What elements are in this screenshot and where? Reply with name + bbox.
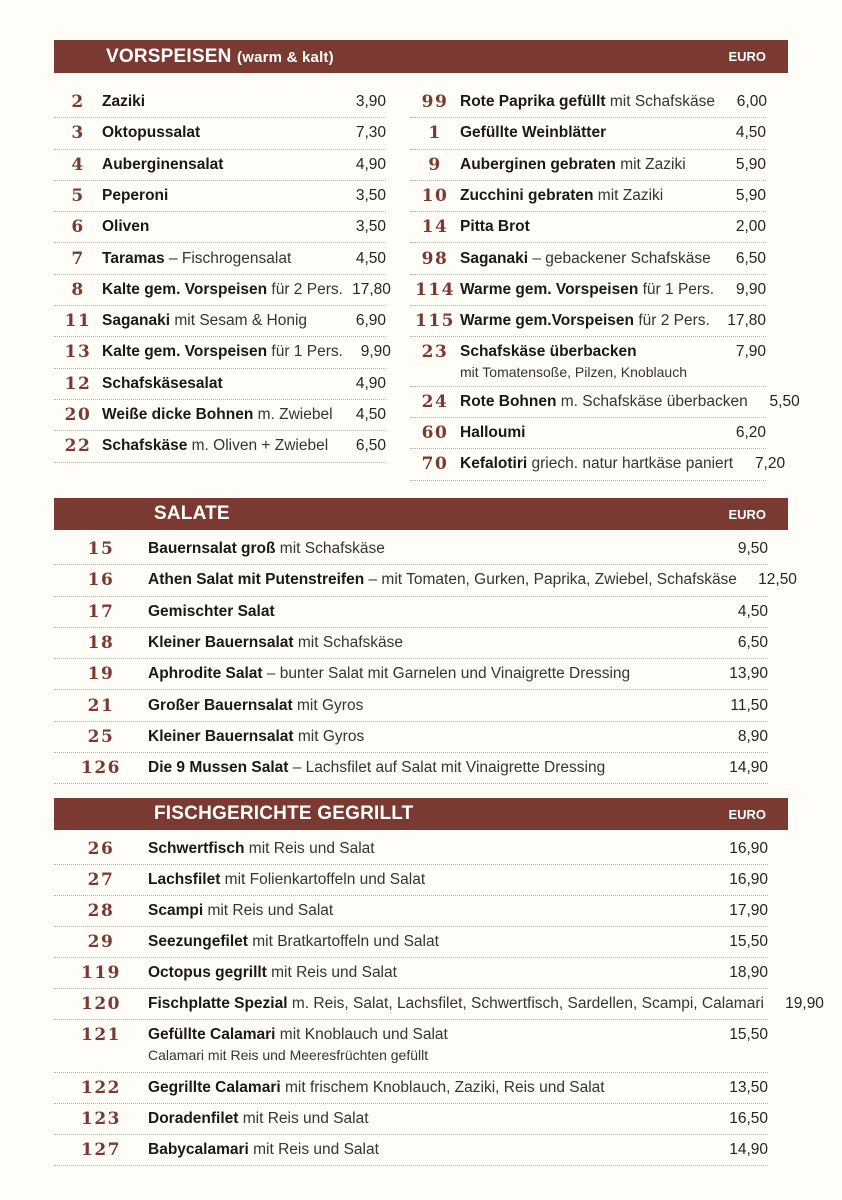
- item-number: 27: [87, 870, 115, 890]
- item-price: 6,90: [355, 312, 386, 330]
- item-description: mit Reis und Salat: [248, 1141, 379, 1158]
- item-text: [102, 122, 338, 144]
- menu-item: [410, 212, 766, 243]
- item-number: 60: [421, 423, 449, 443]
- item-price: 7,30: [355, 124, 386, 142]
- item-name: Kleiner Bauernsalat: [148, 727, 294, 745]
- item-text: [460, 422, 714, 444]
- menu-item: [410, 449, 786, 480]
- item-name: Taramas: [102, 249, 165, 267]
- item-description: mit Reis und Salat: [203, 902, 334, 919]
- item-name: Saganaki: [460, 249, 529, 267]
- item-number: 121: [81, 1025, 121, 1045]
- item-text: [148, 569, 737, 591]
- item-number: 70: [421, 454, 449, 475]
- item-price: 3,50: [355, 186, 386, 204]
- item-description: m. Zwiebel: [253, 406, 333, 423]
- item-number: 114: [415, 279, 455, 300]
- item-name: Weiße dicke Bohnen: [102, 406, 254, 423]
- item-price: 9,50: [737, 540, 768, 557]
- section-title-text: SALATE: [154, 503, 230, 524]
- item-description: – gebackener Schafskäse: [528, 249, 711, 267]
- item-name: Aphrodite Salat: [148, 665, 263, 683]
- item-price: 9,90: [360, 343, 391, 361]
- section-title: [106, 46, 334, 68]
- menu-item: [410, 118, 766, 149]
- menu-item: [54, 753, 768, 784]
- item-number: 28: [87, 901, 115, 921]
- item-price: 15,50: [729, 933, 768, 950]
- item-text: [460, 310, 714, 332]
- item-name: Gefüllte Calamari: [148, 1026, 276, 1043]
- item-description: mit Reis und Salat: [238, 1110, 369, 1127]
- item-price: 16,90: [729, 840, 768, 857]
- item-number: 122: [81, 1078, 121, 1098]
- item-text: [148, 601, 708, 623]
- item-price: 17,80: [727, 312, 766, 330]
- item-price: 5,90: [735, 186, 766, 204]
- item-price: 3,50: [355, 218, 386, 236]
- item-price: 2,00: [735, 218, 766, 236]
- item-price: 14,90: [729, 1141, 768, 1158]
- item-price: 16,90: [729, 871, 768, 888]
- item-description: mit Knoblauch und Salat: [275, 1026, 448, 1043]
- item-name: Zaziki: [102, 93, 146, 110]
- item-name: Babycalamari: [148, 1141, 249, 1158]
- item-description: – bunter Salat mit Garnelen und Vinaigrette Dressing: [262, 665, 631, 683]
- item-price: 19,90: [785, 995, 824, 1012]
- menu-item: [54, 659, 768, 690]
- section-subtitle: (warm & kalt): [237, 48, 334, 66]
- item-name: Schafskäse: [102, 437, 188, 455]
- menu-item: [410, 87, 766, 118]
- item-text: [102, 404, 338, 426]
- item-number: 13: [64, 342, 92, 363]
- item-description: mit Zaziki: [615, 155, 686, 173]
- item-text: [148, 1108, 708, 1130]
- menu-item: [410, 387, 800, 418]
- item-description: mit Gyros: [293, 727, 365, 745]
- item-price: 14,90: [729, 759, 768, 777]
- item-number: 9: [428, 154, 442, 175]
- menu-item: [410, 244, 766, 275]
- item-text: [102, 341, 343, 363]
- item-number: 3: [71, 123, 85, 144]
- item-name: Schafskäse überbacken: [460, 343, 637, 361]
- item-number: 127: [81, 1140, 121, 1160]
- menu-item: [54, 927, 768, 958]
- item-number: 19: [87, 664, 115, 685]
- item-text: [148, 726, 708, 748]
- item-price: 8,90: [737, 727, 768, 745]
- item-price: 7,20: [754, 455, 786, 473]
- item-price: 4,90: [355, 155, 386, 173]
- item-name: Gemischter Salat: [148, 602, 275, 620]
- item-number: 10: [421, 185, 449, 206]
- section-header-vorspeisen: [54, 40, 788, 73]
- item-name: Kalte gem. Vorspeisen: [102, 280, 268, 298]
- item-price: 4,50: [355, 249, 386, 267]
- item-text: [460, 391, 748, 413]
- item-description: für 1 Pers.: [638, 280, 715, 298]
- menu-item: [54, 150, 386, 181]
- item-name: Warme gem. Vorspeisen: [460, 280, 639, 298]
- currency-label: EURO: [728, 506, 766, 522]
- item-number: 18: [87, 632, 115, 653]
- menu-item: [54, 722, 768, 753]
- item-subdescription: Calamari mit Reis und Meeresfrüchten gefüllt: [148, 1047, 429, 1063]
- item-text: [148, 538, 708, 560]
- menu-item: [54, 275, 391, 306]
- item-name: Octopus gegrillt: [148, 964, 267, 981]
- menu-item: [54, 244, 386, 275]
- item-number: 8: [71, 279, 85, 300]
- item-text: [102, 91, 338, 113]
- menu-item: [54, 865, 768, 896]
- menu-item: [54, 212, 386, 243]
- item-text: [148, 632, 708, 654]
- item-number: 2: [71, 92, 85, 112]
- item-name: Gefüllte Weinblätter: [460, 124, 607, 142]
- item-text: [460, 91, 715, 113]
- item-text: [148, 757, 708, 779]
- item-description: – mit Tomaten, Gurken, Paprika, Zwiebel, Schafskäse: [364, 571, 737, 589]
- menu-item: [54, 369, 386, 400]
- currency-label: EURO: [728, 49, 766, 64]
- item-name: Schafskäsesalat: [102, 374, 223, 392]
- item-name: Gegrillte Calamari: [148, 1079, 281, 1096]
- menu-item: [54, 306, 386, 337]
- item-description: mit Reis und Salat: [244, 840, 375, 857]
- item-name: Athen Salat mit Putenstreifen: [148, 571, 365, 589]
- item-text: [102, 373, 338, 395]
- item-number: 22: [64, 436, 92, 457]
- item-description: mit Bratkartoffeln und Salat: [247, 933, 439, 950]
- item-description: – Fischrogensalat: [164, 249, 292, 267]
- item-name: Fischplatte Spezial: [148, 995, 288, 1012]
- item-name: Scampi: [148, 902, 204, 919]
- item-name: Lachsfilet: [148, 871, 221, 888]
- item-description: für 2 Pers.: [634, 312, 710, 330]
- menu-item: [54, 181, 386, 212]
- menu-item: [54, 597, 768, 628]
- item-text: [102, 185, 338, 207]
- item-price: 18,90: [729, 964, 768, 981]
- item-price: 6,00: [736, 93, 767, 110]
- item-price: 12,50: [758, 571, 797, 589]
- item-description: mit Folienkartoffeln und Salat: [220, 871, 426, 888]
- item-price: 5,50: [769, 392, 800, 410]
- item-number: 15: [87, 539, 115, 559]
- menu-item: [54, 118, 386, 149]
- item-price: 11,50: [730, 696, 768, 714]
- item-text: [102, 248, 338, 270]
- item-text: [148, 962, 708, 984]
- item-description: m. Schafskäse überbacken: [556, 392, 748, 410]
- section-title-text: FISCHGERICHTE GEGRILLT: [154, 803, 414, 824]
- item-number: 5: [71, 185, 85, 206]
- section-title-text: VORSPEISEN: [106, 45, 232, 67]
- item-number: 21: [87, 695, 115, 716]
- menu-item: [410, 150, 766, 181]
- item-description: griech. natur hartkäse paniert: [527, 455, 734, 473]
- item-name: Saganaki: [102, 312, 171, 330]
- item-price: 6,50: [355, 437, 386, 455]
- item-price: 15,50: [729, 1026, 768, 1043]
- item-price: 13,90: [729, 665, 768, 683]
- menu-item: [54, 989, 824, 1020]
- item-name: Kleiner Bauernsalat: [148, 633, 294, 651]
- item-number: 12: [64, 373, 92, 394]
- item-text: [148, 900, 708, 922]
- menu-item: [54, 565, 797, 596]
- item-number: 14: [421, 217, 449, 238]
- item-number: 26: [87, 839, 115, 859]
- item-text: [148, 1024, 708, 1065]
- item-name: Oktopussalat: [102, 124, 201, 142]
- item-price: 4,50: [735, 124, 766, 142]
- item-price: 4,90: [355, 374, 386, 392]
- item-description: für 2 Pers.: [267, 280, 343, 298]
- item-number: 20: [64, 405, 92, 425]
- item-text: [460, 154, 714, 176]
- menu-item: [54, 337, 391, 368]
- item-text: [102, 216, 338, 238]
- item-description: m. Oliven + Zwiebel: [187, 437, 329, 455]
- menu-item: [410, 181, 766, 212]
- item-price: 7,90: [735, 343, 766, 361]
- item-name: Kefalotiri: [460, 455, 528, 473]
- menu-item: [410, 418, 766, 449]
- item-price: 6,50: [737, 633, 768, 651]
- item-name: Die 9 Mussen Salat: [148, 759, 289, 777]
- item-name: Peperoni: [102, 186, 169, 204]
- item-name: Rote Bohnen: [460, 392, 557, 410]
- menu-item: [54, 958, 768, 989]
- menu-item: [54, 534, 768, 565]
- menu-item: [410, 275, 766, 306]
- item-price: 3,90: [355, 93, 386, 110]
- menu-item: [54, 896, 768, 927]
- item-text: [148, 838, 708, 860]
- menu-item: [54, 1135, 768, 1166]
- section-header-salate: [54, 498, 788, 530]
- item-price: 5,90: [735, 155, 766, 173]
- item-price: 4,50: [355, 406, 386, 423]
- item-name: Schwertfisch: [148, 840, 245, 857]
- item-name: Halloumi: [460, 424, 526, 441]
- item-text: [148, 993, 764, 1015]
- item-text: [460, 341, 714, 382]
- item-name: Oliven: [102, 218, 150, 236]
- item-number: 119: [81, 963, 121, 983]
- item-name: Doradenfilet: [148, 1110, 239, 1127]
- item-description: mit Reis und Salat: [266, 964, 397, 981]
- item-price: 4,50: [737, 602, 768, 620]
- item-text: [148, 869, 708, 891]
- item-description: – Lachsfilet auf Salat mit Vinaigrette Dressing: [288, 759, 606, 777]
- currency-label: EURO: [728, 806, 766, 822]
- item-text: [460, 122, 714, 144]
- item-text: [148, 1139, 708, 1161]
- item-name: Rote Paprika gefüllt: [460, 93, 606, 110]
- item-number: 16: [87, 570, 115, 591]
- menu-item: [54, 87, 386, 118]
- item-number: 6: [71, 217, 85, 238]
- item-number: 29: [87, 932, 115, 952]
- item-number: 115: [415, 311, 455, 332]
- menu-item: [54, 1104, 768, 1135]
- item-number: 25: [87, 726, 115, 747]
- item-price: 16,50: [729, 1110, 768, 1127]
- item-name: Bauernsalat groß: [148, 540, 276, 557]
- section-header-fischgerichte: [54, 798, 788, 830]
- item-text: [460, 185, 714, 207]
- item-text: [148, 931, 708, 953]
- item-text: [102, 310, 338, 332]
- item-description: für 1 Pers.: [267, 343, 343, 361]
- item-description: mit frischem Knoblauch, Zaziki, Reis und Salat: [280, 1079, 605, 1096]
- item-text: [148, 695, 708, 717]
- item-description: mit Schafskäse: [275, 540, 385, 557]
- item-text: [148, 663, 708, 685]
- item-name: Pitta Brot: [460, 218, 530, 236]
- item-text: [102, 435, 338, 457]
- item-number: 126: [81, 758, 121, 779]
- item-price: 6,20: [735, 424, 766, 441]
- item-text: [460, 248, 714, 270]
- menu-item: [54, 628, 768, 659]
- item-number: 17: [87, 601, 115, 622]
- item-text: [102, 279, 343, 301]
- item-text: [460, 453, 733, 475]
- menu-item: [54, 834, 768, 865]
- item-text: [148, 1077, 708, 1099]
- item-name: Auberginen gebraten: [460, 155, 616, 173]
- item-price: 6,50: [735, 249, 766, 267]
- item-description: m. Reis, Salat, Lachsfilet, Schwertfisch, Sardellen, Scampi, Calamari: [287, 995, 764, 1012]
- menu-item: [410, 337, 766, 386]
- menu-item: [54, 431, 386, 462]
- item-number: 4: [71, 154, 85, 175]
- item-price: 17,80: [352, 280, 391, 298]
- menu-item: [410, 306, 766, 337]
- item-number: 7: [71, 248, 85, 269]
- item-name: Seezungefilet: [148, 933, 248, 950]
- item-description: mit Gyros: [292, 696, 364, 714]
- item-description: mit Schafskäse: [293, 633, 403, 651]
- item-description: mit Zaziki: [593, 186, 664, 204]
- item-text: [460, 279, 714, 301]
- item-name: Warme gem.Vorspeisen: [460, 312, 635, 330]
- item-subdescription: mit Tomatensoße, Pilzen, Knoblauch: [460, 364, 687, 381]
- item-number: 23: [421, 342, 449, 363]
- item-number: 11: [64, 311, 92, 332]
- item-number: 120: [81, 994, 121, 1014]
- item-text: [102, 154, 338, 176]
- item-number: 99: [421, 92, 449, 112]
- item-text: [460, 216, 714, 238]
- item-price: 9,90: [735, 280, 767, 298]
- item-number: 98: [421, 248, 449, 269]
- menu-item: [54, 400, 386, 431]
- item-name: Kalte gem. Vorspeisen: [102, 343, 268, 361]
- item-number: 24: [421, 391, 449, 412]
- menu-item: [54, 691, 768, 722]
- item-name: Auberginensalat: [102, 155, 224, 173]
- item-name: Zucchini gebraten: [460, 186, 594, 204]
- menu-item: [54, 1020, 768, 1073]
- item-name: Großer Bauernsalat: [148, 696, 293, 714]
- item-price: 13,50: [729, 1079, 768, 1096]
- item-number: 1: [428, 123, 442, 144]
- item-price: 17,90: [729, 902, 768, 919]
- menu-item: [54, 1073, 768, 1104]
- item-number: 123: [81, 1109, 121, 1129]
- item-description: mit Sesam & Honig: [170, 312, 308, 330]
- item-description: mit Schafskäse: [605, 93, 715, 110]
